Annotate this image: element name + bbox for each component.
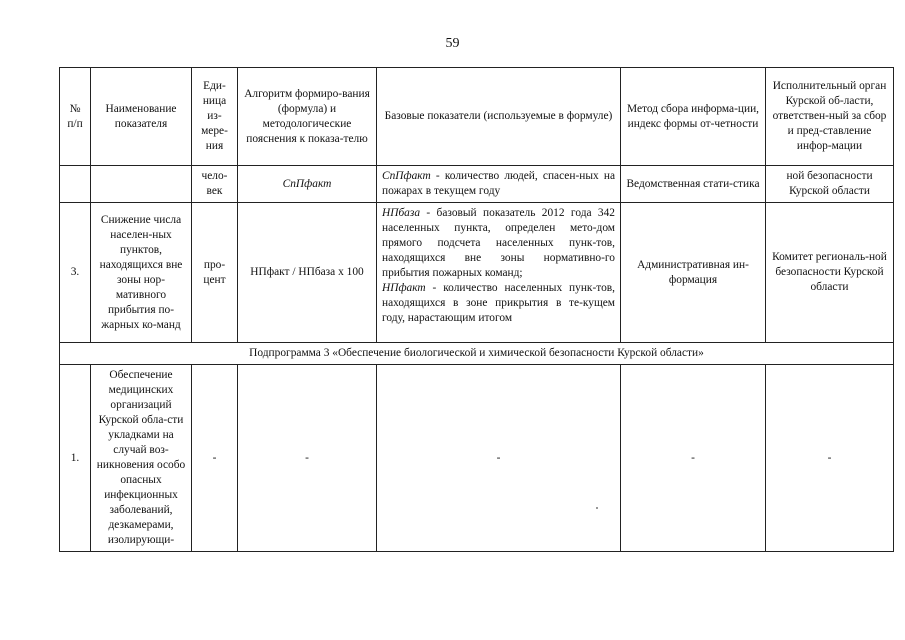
cell-executor: ной безопасности Курской области xyxy=(766,166,894,203)
cell-formula xyxy=(238,166,377,203)
variable-description: - количество людей, спасен-ных на пожарах в текущем году xyxy=(382,170,615,197)
cell-collection-method: Ведомственная стати-стика xyxy=(621,166,766,203)
cell-number: 1. xyxy=(60,365,91,552)
formula-text: СпПфакт xyxy=(282,177,332,190)
cell-number: 3. xyxy=(60,203,91,343)
table-row xyxy=(60,166,894,203)
cell-executor: - xyxy=(766,365,894,552)
cell-unit: про-цент xyxy=(192,203,238,343)
cell-collection-method: - xyxy=(621,365,766,552)
cell-number xyxy=(60,166,91,203)
header-collection-method: Метод сбора информа-ции, индекс формы от-четности xyxy=(621,68,766,166)
cell-unit: чело-век xyxy=(192,166,238,203)
header-indicator-name: Наименование показателя xyxy=(91,68,192,166)
cell-executor: Комитет региональ-ной безопасности Курской области xyxy=(766,203,894,343)
variable-name: СпПфакт xyxy=(382,170,431,182)
page-number: 59 xyxy=(445,36,460,51)
cell-base-indicators xyxy=(377,203,621,343)
cell-formula: - xyxy=(238,365,377,552)
cell-indicator-name xyxy=(91,166,192,203)
cell-unit: - xyxy=(192,365,238,552)
cell-base-indicators: - xyxy=(377,365,621,552)
table-header-row xyxy=(60,68,894,166)
table-row xyxy=(60,203,894,343)
cell-indicator-name: Снижение числа населен-ных пунктов, находящихся вне зоны нор-мативного прибытия по-жарных ко-манд xyxy=(91,203,192,343)
variable-description: - базовый показатель 2012 года 342 населенных пункта, определен мето-дом прямого подсчета населенных пунк-тов, находящихся вне зоны нормативно-го прибытия пожарных команд; xyxy=(382,207,615,279)
variable-name: НПбаза xyxy=(382,207,421,219)
header-executor: Исполнительный орган Курской об-ласти, ответствен-ный за сбор и пред-ставление инфор-мации xyxy=(766,68,894,166)
variable-name: НПфакт xyxy=(382,282,426,294)
cell-formula: НПфакт / НПбаза х 100 xyxy=(238,203,377,343)
indicators-table xyxy=(59,67,894,552)
cell-base-indicators xyxy=(377,166,621,203)
header-base-indicators: Базовые показатели (используемые в формуле) xyxy=(377,68,621,166)
header-unit: Еди-ница из-мере-ния xyxy=(192,68,238,166)
table-row xyxy=(60,365,894,552)
variable-description: - количество населенных пунк-тов, находящихся в зоне прикрытия в те-кущем году, нарастающим итогом xyxy=(382,282,615,324)
subprogram-title: Подпрограмма 3 «Обеспечение биологической и химической безопасности Курской области» xyxy=(60,343,894,365)
cell-collection-method: Административная ин-формация xyxy=(621,203,766,343)
scan-artifact xyxy=(596,507,598,509)
cell-indicator-name: Обеспечение медицинских организаций Курской обла-сти укладками на случай воз-никновения особо опасных инфекционных заболеваний, дезкамерами, изолирующи- xyxy=(91,365,192,552)
header-number: № п/п xyxy=(60,68,91,166)
subprogram-row xyxy=(60,343,894,365)
header-algorithm: Алгоритм формиро-вания (формула) и методологические пояснения к показа-телю xyxy=(238,68,377,166)
